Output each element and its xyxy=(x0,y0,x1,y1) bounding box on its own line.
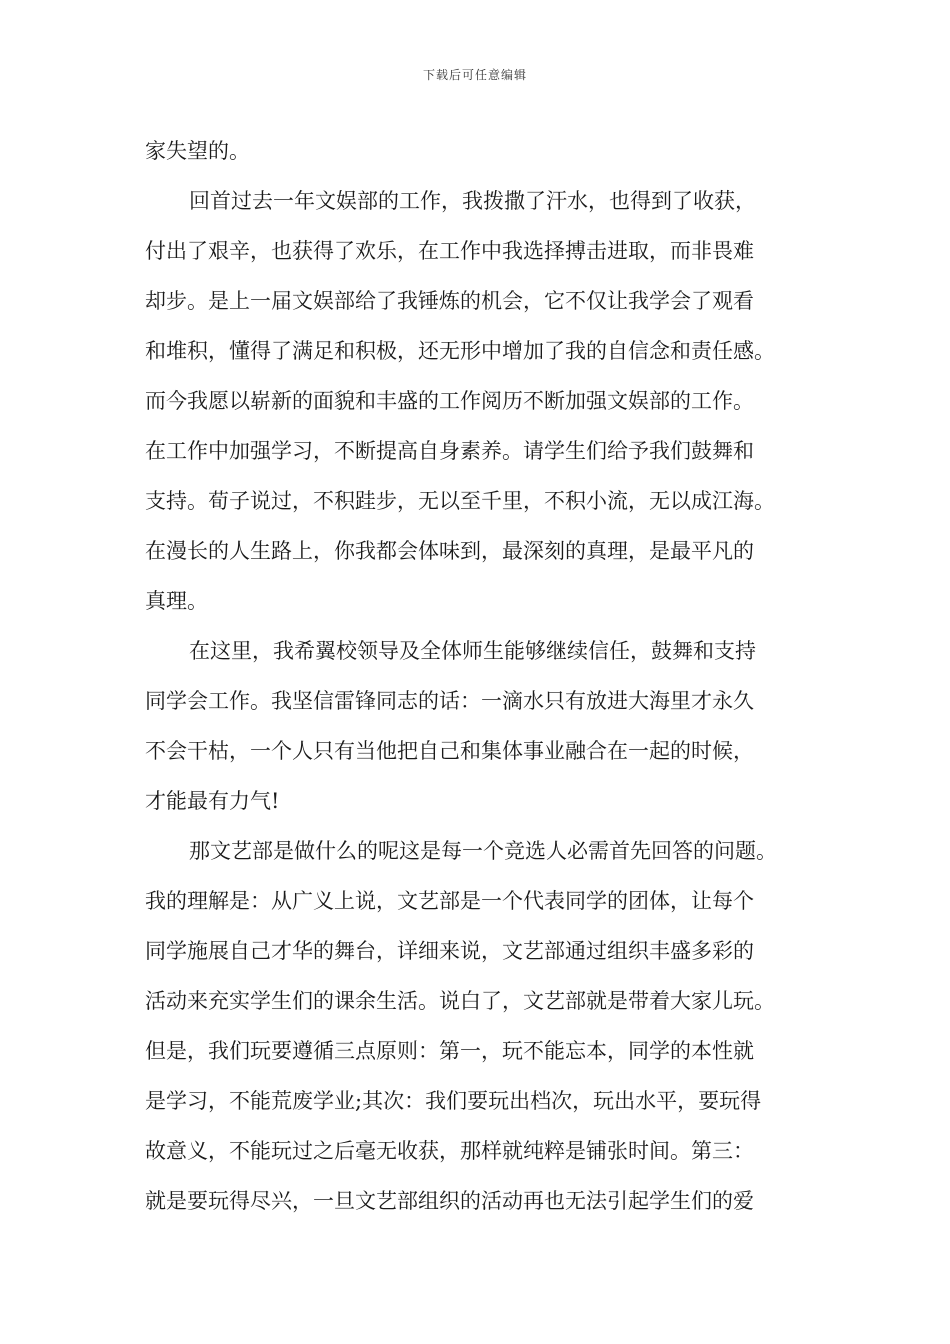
text-line: 是学习，不能荒废学业;其次：我们要玩出档次，玩出水平，要玩得 xyxy=(145,1089,762,1113)
text-line: 真理。 xyxy=(145,589,208,613)
text-line: 在漫长的人生路上，你我都会体味到，最深刻的真理，是最平凡的 xyxy=(145,539,754,563)
text-line: 付出了艰辛，也获得了欢乐，在工作中我选择搏击进取，而非畏难 xyxy=(145,239,754,263)
document-body xyxy=(145,126,810,1226)
text-line: 我的理解是：从广义上说，文艺部是一个代表同学的团体，让每个 xyxy=(145,889,754,913)
text-line: 故意义，不能玩过之后毫无收获，那样就纯粹是铺张时间。第三： xyxy=(145,1139,754,1163)
text-line: 在工作中加强学习，不断提高自身素养。请学生们给予我们鼓舞和 xyxy=(145,439,754,463)
text-line: 却步。是上一届文娱部给了我锤炼的机会，它不仅让我学会了观看 xyxy=(145,289,754,313)
text-line: 和堆积，懂得了满足和积极，还无形中增加了我的自信念和责任感。 xyxy=(145,339,775,363)
page-header: 下载后可任意编辑 xyxy=(422,68,527,82)
text-line: 家失望的。 xyxy=(145,139,250,163)
text-line: 但是，我们玩要遵循三点原则：第一，玩不能忘本，同学的本性就 xyxy=(145,1039,754,1063)
text-line: 支持。荀子说过，不积跬步，无以至千里，不积小流，无以成江海。 xyxy=(145,489,775,513)
text-line: 活动来充实学生们的课余生活。说白了，文艺部就是带着大家儿玩。 xyxy=(145,989,775,1013)
text-line: 不会干枯，一个人只有当他把自己和集体事业融合在一起的时候， xyxy=(145,739,754,763)
text-line: 回首过去一年文娱部的工作，我拨撒了汗水，也得到了收获， xyxy=(189,189,756,213)
text-line: 就是要玩得尽兴，一旦文艺部组织的活动再也无法引起学生们的爱 xyxy=(145,1189,754,1213)
text-line: 那文艺部是做什么的呢这是每一个竞选人必需首先回答的问题。 xyxy=(189,839,777,863)
text-line: 同学施展自己才华的舞台，详细来说，文艺部通过组织丰盛多彩的 xyxy=(145,939,754,963)
text-line: 在这里，我希翼校领导及全体师生能够继续信任，鼓舞和支持 xyxy=(189,639,756,663)
text-line: 同学会工作。我坚信雷锋同志的话：一滴水只有放进大海里才永久 xyxy=(145,689,754,713)
text-line: 而今我愿以崭新的面貌和丰盛的工作阅历不断加强文娱部的工作。 xyxy=(145,389,754,413)
text-line: 才能最有力气! xyxy=(145,789,280,813)
